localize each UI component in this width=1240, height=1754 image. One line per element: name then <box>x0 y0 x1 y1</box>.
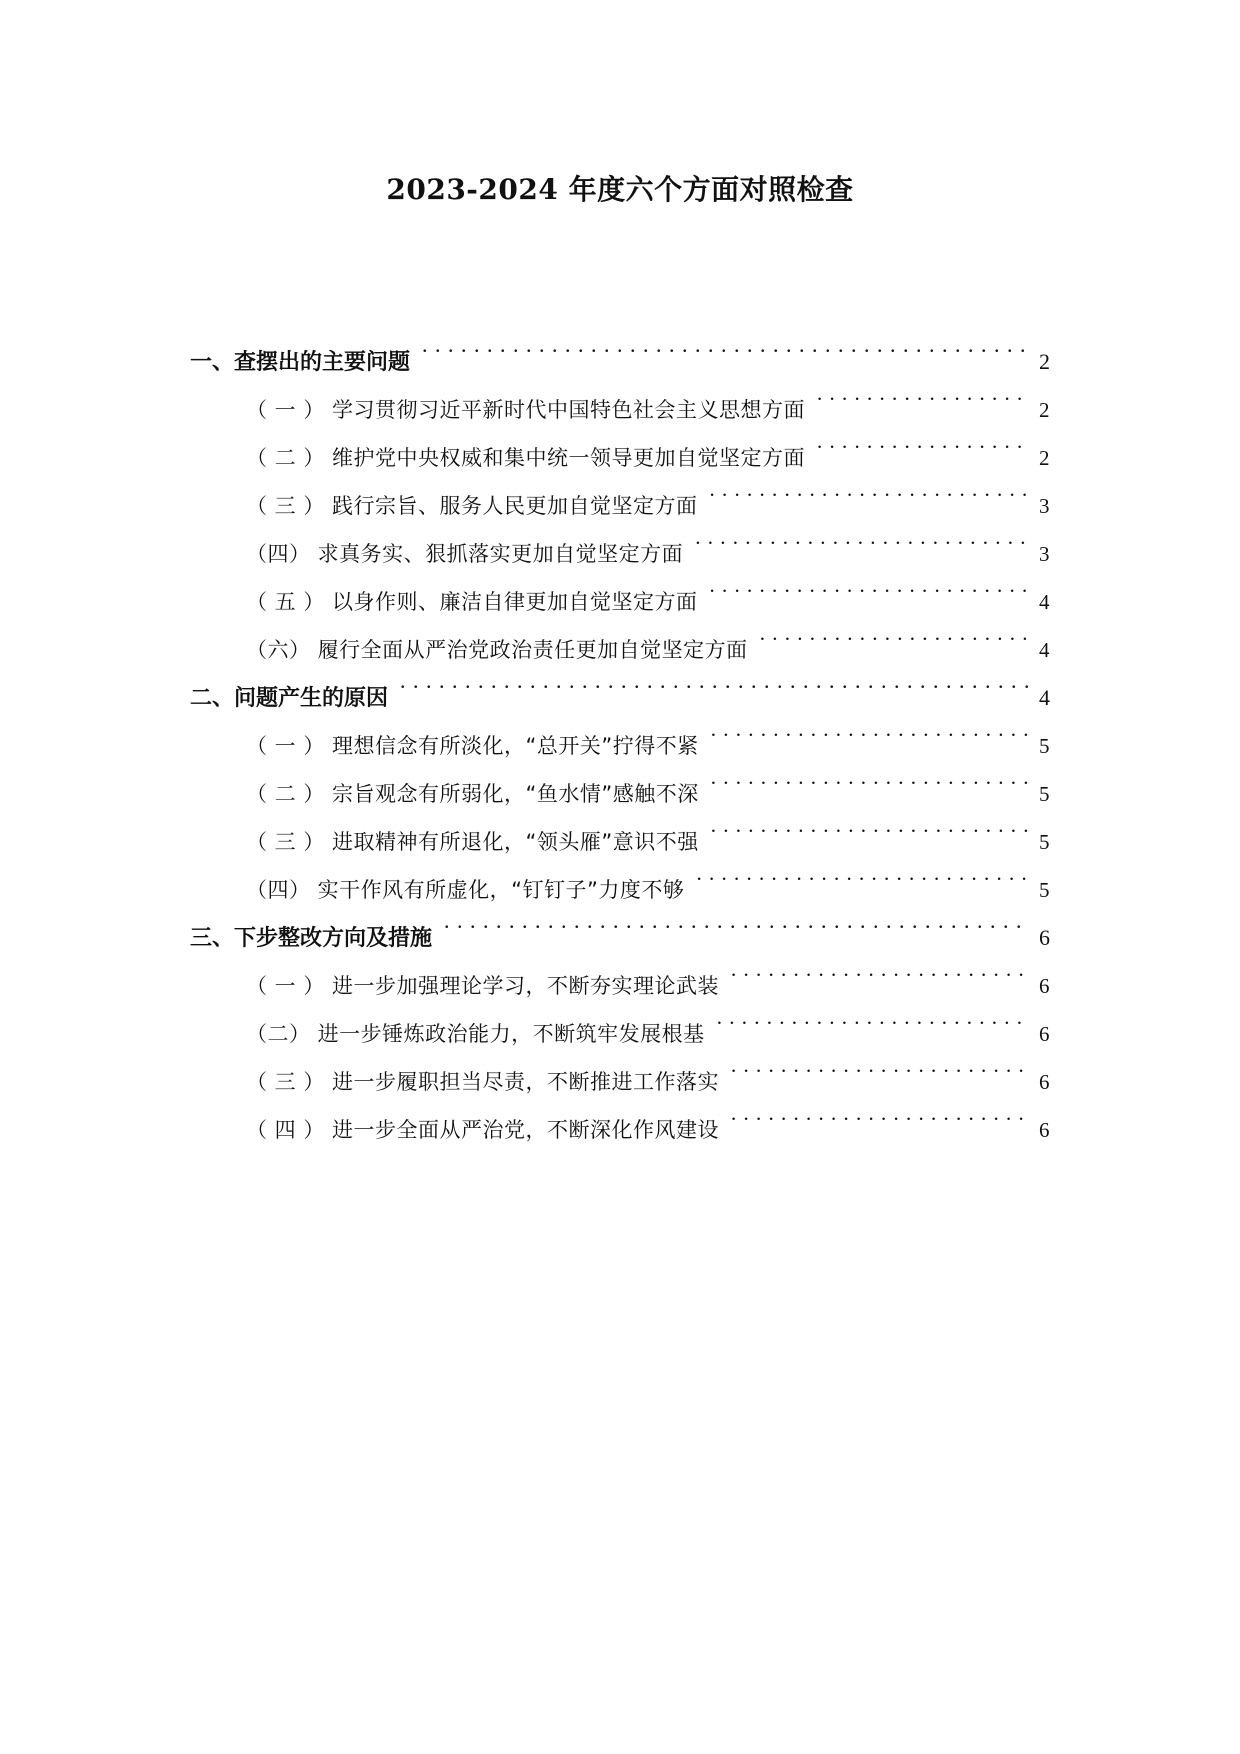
toc-dot-leader <box>711 801 1030 849</box>
toc-page-number: 6 <box>1039 1070 1050 1094</box>
toc-dot-leader <box>695 513 1030 561</box>
toc-entry-section-1[interactable] <box>190 321 1050 375</box>
toc-page-number: 4 <box>1039 638 1050 662</box>
toc-dot-leader <box>817 417 1030 465</box>
toc-dot-leader <box>444 897 1030 945</box>
toc-page-number: 6 <box>1039 974 1050 998</box>
toc-page-number: 3 <box>1039 542 1050 566</box>
toc-page-number: 6 <box>1039 925 1050 950</box>
toc-entry-text: 二、问题产生的原因 <box>190 686 389 711</box>
toc-entry-text: （ 五 ） 以身作则、廉洁自律更加自觉坚定方面 <box>246 590 698 614</box>
toc-page-number: 5 <box>1039 782 1050 806</box>
toc-entry-text: （二） 进一步锤炼政治能力，不断筑牢发展根基 <box>246 1022 705 1046</box>
toc-dot-leader <box>400 657 1030 705</box>
toc-dot-leader <box>710 465 1030 513</box>
toc-dot-leader <box>717 993 1030 1041</box>
toc-entry-text: （ 三 ） 进一步履职担当尽责，不断推进工作落实 <box>246 1070 720 1094</box>
toc-page-number: 2 <box>1039 398 1050 422</box>
toc-dot-leader <box>711 705 1030 753</box>
toc-entry-text: 一、查摆出的主要问题 <box>190 350 411 375</box>
toc-page-number: 5 <box>1039 734 1050 758</box>
toc-entry-text: （四） 求真务实、狠抓落实更加自觉坚定方面 <box>246 542 684 566</box>
toc-dot-leader <box>696 849 1030 897</box>
table-of-contents <box>190 321 1050 1142</box>
toc-dot-leader <box>731 1041 1030 1089</box>
toc-entry-text: （ 二 ） 维护党中央权威和集中统一领导更加自觉坚定方面 <box>246 446 806 470</box>
toc-dot-leader <box>760 609 1030 657</box>
toc-entry-text: （ 一 ） 学习贯彻习近平新时代中国特色社会主义思想方面 <box>246 398 806 422</box>
toc-page-number: 4 <box>1039 685 1050 710</box>
toc-entry-text: （四） 实干作风有所虚化，“钉钉子”力度不够 <box>246 878 685 902</box>
toc-entry-text: （ 一 ） 进一步加强理论学习，不断夯实理论武装 <box>246 974 720 998</box>
toc-dot-leader <box>731 945 1030 993</box>
toc-dot-leader <box>710 561 1030 609</box>
toc-entry-text: （ 一 ） 理想信念有所淡化，“总开关”拧得不紧 <box>246 734 699 758</box>
toc-dot-leader <box>422 321 1030 369</box>
toc-page-number: 4 <box>1039 590 1050 614</box>
toc-page-number: 5 <box>1039 830 1050 854</box>
toc-dot-leader <box>731 1089 1030 1137</box>
toc-dot-leader <box>711 753 1030 801</box>
toc-entry-text: （ 三 ） 践行宗旨、服务人民更加自觉坚定方面 <box>246 494 698 518</box>
toc-entry-text: （六） 履行全面从严治党政治责任更加自觉坚定方面 <box>246 638 748 662</box>
toc-dot-leader <box>817 369 1030 417</box>
toc-entry-text: （ 四 ） 进一步全面从严治党，不断深化作风建设 <box>246 1118 720 1142</box>
toc-entry-text: 三、下步整改方向及措施 <box>190 926 433 951</box>
toc-page-number: 6 <box>1039 1118 1050 1142</box>
document-title: 2023-2024 年度六个方面对照检查 <box>386 173 854 206</box>
toc-page-number: 5 <box>1039 878 1050 902</box>
toc-page-number: 2 <box>1039 349 1050 374</box>
toc-page-number: 6 <box>1039 1022 1050 1046</box>
toc-entry-text: （ 二 ） 宗旨观念有所弱化，“鱼水情”感触不深 <box>246 782 699 806</box>
toc-entry-text: （ 三 ） 进取精神有所退化，“领头雁”意识不强 <box>246 830 699 854</box>
toc-page-number: 3 <box>1039 494 1050 518</box>
toc-page-number: 2 <box>1039 446 1050 470</box>
